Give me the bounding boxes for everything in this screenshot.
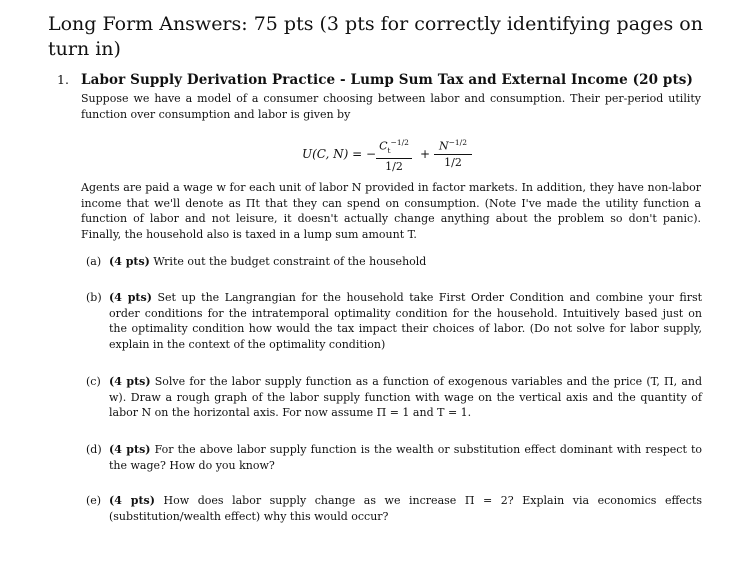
part-text: How does labor supply change as we increase Π = 2? Explain via economics effects (substitution/wealth effect) why this would occur? — [109, 494, 703, 523]
frac2-numerator: N — [439, 139, 449, 153]
part-points: (4 pts) — [109, 375, 151, 388]
part-points: (4 pts) — [109, 255, 150, 268]
problem-number: 1. — [57, 72, 69, 87]
part-text: Set up the Langrangian for the household take First Order Condition and combine your first order conditions for the intratemporal optimality condition for the household. Intuitively based just on the optimality condition how would the tax impact their choices of labor. (Do not solve for labor supply, explain in the context of the optimality condition) — [109, 291, 703, 351]
equation-plus: + — [420, 147, 431, 161]
frac1-denominator: 1/2 — [385, 159, 403, 173]
equation-fraction-labor — [434, 136, 472, 170]
problem-intro: Suppose we have a model of a consumer choosing between labor and consumption. Their per-period utility function over consumption and labor is given by — [81, 92, 701, 121]
part-label: (a) — [86, 255, 102, 268]
frac1-superscript: −1/2 — [390, 138, 409, 147]
part-text: Solve for the labor supply function as a function of exogenous variables and the price (T, Π, and w). Draw a rough graph of the labor supply function with wage on the vertical axis and the quantity of labor N on the horizontal axis. For now assume Π = 1 and T = 1. — [109, 375, 703, 419]
part-label: (b) — [86, 291, 102, 304]
frac2-superscript: −1/2 — [448, 138, 467, 147]
part-points: (4 pts) — [109, 443, 151, 456]
part-label: (c) — [86, 375, 101, 388]
part-text: For the above labor supply function is the wealth or substitution effect dominant with respect to the wage? How do you know? — [109, 443, 703, 472]
part-label: (e) — [86, 494, 102, 507]
section-heading: Long Form Answers: 75 pts (3 pts for correctly identifying pages on turn in) — [48, 13, 703, 60]
part-points: (4 pts) — [109, 494, 155, 507]
part-text: Write out the budget constraint of the household — [153, 255, 427, 268]
equation-fraction-consumption — [376, 136, 412, 174]
part-label: (d) — [86, 443, 102, 456]
problem-body: Agents are paid a wage w for each unit of labor N provided in factor markets. In addition, they have non-labor income that we'll denote as Πt that they can spend on consumption. (Note I've made the utility function a function of labor and not leisure, it doesn't actually change anything about the problem so don't panic). Finally, the household also is taxed in a lump sum amount T. — [81, 181, 701, 241]
problem-title: Labor Supply Derivation Practice - Lump Sum Tax and External Income (20 pts) — [81, 72, 693, 88]
part-points: (4 pts) — [109, 291, 152, 304]
frac2-denominator: 1/2 — [444, 155, 462, 169]
frac1-numerator: C — [379, 139, 388, 153]
equation-lhs: U(C, N) = − — [302, 147, 377, 161]
frac1-subscript: t — [387, 145, 391, 155]
